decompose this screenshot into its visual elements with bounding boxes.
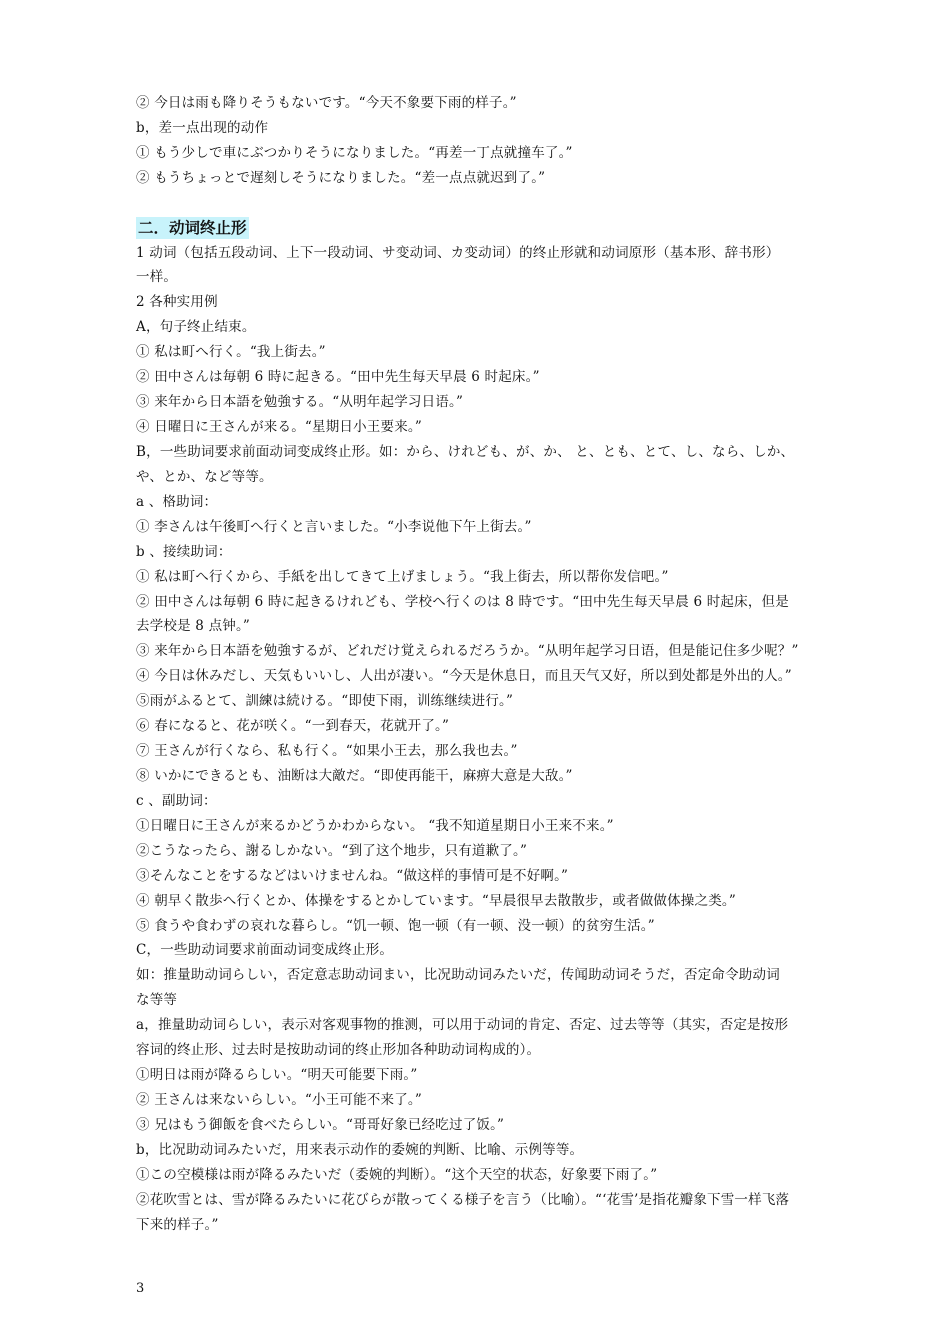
text-line: ③ 来年から日本語を勉強するが、どれだけ覚えられるだろうか。“从明年起学习日语，但是能记住多少呢？” [136, 643, 799, 659]
text-line: ④ 日曜日に王さんが来る。“星期日小王要来。” [136, 419, 422, 435]
text-line: ⑦ 王さんが行くなら、私も行く。“如果小王去，那么我也去。” [136, 743, 518, 759]
text-line: 容词的终止形、过去时是按助动词的终止形加各种助动词构成的）。 [136, 1042, 541, 1058]
text-line: ② 田中さんは毎朝 6 時に起きるけれども、学校へ行くのは 8 時です。“田中先生每天早晨 6 时起床，但是 [136, 594, 789, 610]
text-line: 2 各种实用例 [136, 294, 218, 310]
text-line: ③ 来年から日本語を勉強する。“从明年起学习日语。” [136, 394, 464, 410]
text-line: ①日曜日に王さんが来るかどうかわからない。 “我不知道星期日小王来不来。” [136, 818, 614, 834]
text-line: ②こうなったら、謝るしかない。“到了这个地步，只有道歉了。” [136, 843, 528, 859]
text-line: ② 田中さんは毎朝 6 時に起きる。“田中先生每天早晨 6 时起床。” [136, 369, 540, 385]
text-line: ④ 今日は休みだし、天気もいいし、人出が凄い。“今天是休息日，而且天气又好，所以到处都是外出的人。” [136, 668, 792, 684]
text-line: ③ 兄はもう御飯を食べたらしい。“哥哥好象已经吃过了饭。” [136, 1117, 505, 1133]
text-line: ② もうちょっとで遅刻しそうになりました。“差一点点就迟到了。” [136, 170, 546, 186]
text-line: b，比况助动词みたいだ，用来表示动作的委婉的判断、比喻、示例等等。 [136, 1142, 584, 1158]
text-line: ① もう少しで車にぶつかりそうになりました。“再差一丁点就撞车了。” [136, 145, 573, 161]
page-number: 3 [136, 1281, 145, 1296]
text-line: b，差一点出现的动作 [136, 120, 269, 136]
text-line: a 、格助词： [136, 494, 218, 510]
text-line: 下来的样子。” [136, 1217, 219, 1233]
text-line: な等等 [136, 992, 178, 1008]
text-line: 1 动词（包括五段动词、上下一段动词、サ变动词、カ变动词）的终止形就和动词原形（基本形、辞书形） [136, 245, 780, 261]
text-line: a，推量助动词らしい，表示对客观事物的推测，可以用于动词的肯定、否定、过去等等（其实，否定是按形 [136, 1017, 789, 1033]
text-line: c 、副助词： [136, 793, 217, 809]
text-line: ⑤雨がふるとて、訓練は続ける。“即使下雨，训练继续进行。” [136, 693, 514, 709]
text-line: B，一些助词要求前面动词变成终止形。如：から、けれども、が、か、 と、とも、とて、し、なら、しか、 [136, 444, 795, 460]
text-line: ④ 朝早く散歩へ行くとか、体操をするとかしています。“早晨很早去散散步，或者做做体操之类。” [136, 893, 736, 909]
text-line: ⑥ 春になると、花が咲く。“一到春天，花就开了。” [136, 718, 450, 734]
text-line: ⑤ 食うや食わずの哀れな暮らし。“饥一顿、饱一顿（有一顿、没一顿）的贫穷生活。” [136, 918, 655, 934]
text-line: ③そんなことをするなどはいけませんね。“做这样的事情可是不好啊。” [136, 868, 569, 884]
text-line: や、とか、など等等。 [136, 469, 273, 485]
text-line: ①明日は雨が降るらしい。“明天可能要下雨。” [136, 1067, 418, 1083]
text-line: C，一些助动词要求前面动词变成终止形。 [136, 942, 394, 958]
text-line: ② 王さんは来ないらしい。“小王可能不来了。” [136, 1092, 422, 1108]
text-line: 一样。 [136, 269, 178, 285]
text-line: ① 李さんは午後町へ行くと言いました。“小李说他下午上街去。” [136, 519, 532, 535]
text-line: 如：推量助动词らしい，否定意志助动词まい，比况助动词みたいだ，传闻助动词そうだ，否定命令助动词 [136, 967, 780, 983]
text-line: ⑧ いかにできるとも、油断は大敵だ。“即使再能干，麻痹大意是大敌。” [136, 768, 573, 784]
section-heading: 二．动词终止形 [138, 219, 247, 237]
text-line: ②花吹雪とは、雪が降るみたいに花びらが散ってくる様子を言う（比喻）。“‘花雪’是指花瓣象下雪一样飞落 [136, 1192, 790, 1208]
text-line: ①この空模様は雨が降るみたいだ（委婉的判断）。“这个天空的状态，好象要下雨了。” [136, 1167, 658, 1183]
text-line: b 、接续助词： [136, 544, 232, 560]
text-line: ② 今日は雨も降りそうもないです。“今天不象要下雨的样子。” [136, 95, 517, 111]
text-line: ① 私は町へ行くから、手紙を出してきて上げましょう。“我上街去，所以帮你发信吧。” [136, 569, 669, 585]
text-line: A，句子终止结束。 [136, 319, 256, 335]
text-line: 去学校是 8 点钟。” [136, 618, 251, 634]
text-line: ① 私は町へ行く。“我上街去。” [136, 344, 326, 360]
